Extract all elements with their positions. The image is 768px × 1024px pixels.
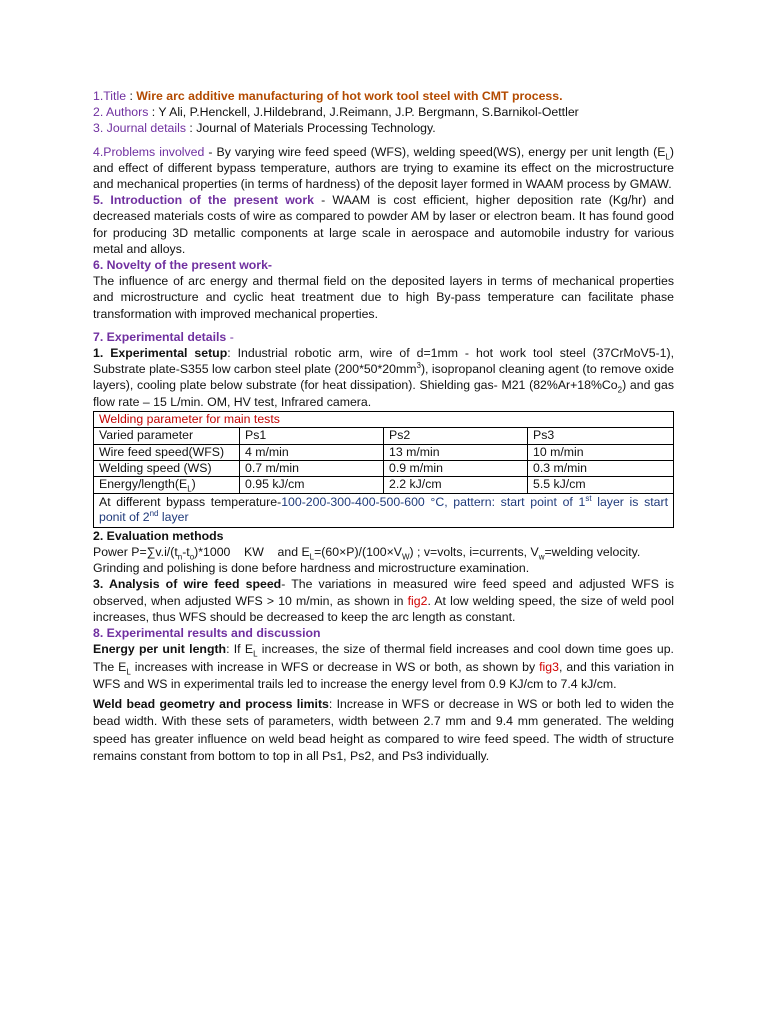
table-note: At different bypass temperature-100-200-300-400-500-600 °C, pattern: start point of 1st layer is start ponit of 2nd layer [94,493,674,527]
table-header-row [94,428,674,444]
novelty-paragraph: The influence of arc energy and thermal field on the deposited layers in terms of mechanical properties and microstructure and cyclic heat treatment due to high By-pass temperature can facilitate phase transformation with improved mechanical properties. [93,274,674,321]
table-cell: 10 m/min [528,444,674,460]
problems-label: 4.Problems involved [93,144,205,159]
introduction-paragraph: 5. Introduction of the present work - WAAM is cost efficient, higher deposition rate (Kg/hr) and decreased materials costs of wire as compared to powder AM by laser or electron beam. It has found good for producing 3D metallic components at large scale in aerospace and automobile industry for various metal and alloys. [93,193,674,256]
summary-content [93,88,674,766]
table-cell: 0.3 m/min [528,461,674,477]
table-header-cell: Varied parameter [94,428,240,444]
welding-parameter-table [93,411,674,528]
table-cell: 5.5 kJ/cm [528,477,674,493]
evaluation-heading: 2. Evaluation methods [93,528,224,543]
authors-text: Y Ali, P.Henckell, J.Hildebrand, J.Reimann, J.P. Bergmann, S.Barnikol-Oettler [158,105,579,120]
table-cell: 0.7 m/min [240,461,384,477]
introduction-label: 5. Introduction of the present work [93,193,314,208]
authors-label: 2. Authors [93,105,149,120]
table-cell: Energy/$length(E_L)$ [94,477,240,493]
table-cell: Wire feed speed(WFS) [94,444,240,460]
table-cell: 4 m/min [240,444,384,460]
results-heading: 8. Experimental results and discussion [93,625,321,640]
problems-paragraph: 4.Problems involved - By varying wire feed speed (WFS), welding speed(WS), energy per unit length $(E_L)$ and effect of different bypass temperature, authors are trying to examine its effect on the microstructure and mechanical properties (in terms of hardness) of the deposit layer formed in WAAM process by GMAW. [93,144,674,192]
novelty-heading: 6. Novelty of the present work- [93,258,273,273]
experimental-setup-paragraph: 1. Experimental setup: Industrial robotic arm, wire of d=1mm - hot work tool steel (37CrMoV5-1), Substrate plate-S355 low carbon steel plate $(200*50*20mm^3)$, isopropanol cleaning agent (to remove oxide layers), cooling plate below substrate (for heat dissipation). Shielding gas- M21 $(82\%Ar+18\%Co_2)$ and gas flow rate – 15 L/min. OM, HV test, Infrared camera. [93,346,675,409]
table-caption: Welding parameter for main tests [94,411,674,427]
journal-text: Journal of Materials Processing Technology. [196,121,436,136]
table-note-row [94,493,674,527]
paper-title: Wire arc additive manufacturing of hot work tool steel with CMT process. [136,89,563,103]
table-cell: 2.2 kJ/cm [384,477,528,493]
table-cell: 0.95 kJ/cm [240,477,384,493]
table-row [94,461,674,477]
experimental-setup-label: 1. Experimental setup [93,346,228,361]
experimental-heading: 7. Experimental details - [93,329,234,344]
journal-label: 3. Journal details [93,121,186,136]
table-header-cell: Ps3 [528,428,674,444]
table-cell: 13 m/min [384,444,528,460]
table-header-cell: Ps2 [384,428,528,444]
table-cell: Welding speed (WS) [94,461,240,477]
table-row [94,477,674,493]
bead-geometry-paragraph: Weld bead geometry and process limits: Increase in WFS or decrease in WS or both led to widen the bead width. With these sets of parameters, width between 2.7 mm and 9.4 mm generated. The welding speed has greater influence on weld bead height as compared to wire feed speed. The width of structure remains constant from bottom to top in all Ps1, Ps2, and Ps3 individually. [93,696,674,764]
table-header-cell: Ps1 [240,428,384,444]
journal-line: 3. Journal details : Journal of Materials Processing Technology. [93,121,436,136]
evaluation-formula: Power $P=\sum v.i/(t_n-t_o)*1000$ KW and $E_L=(60\times P)/(100\times V_W)$ ; v=volts, i=currents, $V_w=welding$ velocity. [93,544,641,562]
fig3-reference: fig3 [539,659,559,674]
table-caption-row [94,411,674,427]
title-label: 1.Title [93,89,127,103]
wfs-analysis-label: 3. Analysis of wire feed speed [93,577,282,592]
authors-line: 2. Authors : Y Ali, P.Henckell, J.Hildebrand, J.Reimann, J.P. Bergmann, S.Barnikol-Oettler [93,105,579,120]
table-row [94,444,674,460]
fig2-reference: fig2 [407,593,428,608]
energy-label: Energy per unit length [93,642,227,657]
table-cell: 0.9 m/min [384,461,528,477]
title-line: 1.Title : Wire arc additive manufacturing of hot work tool steel with CMT process. [93,89,563,103]
bead-geometry-label: Weld bead geometry and process limits [93,696,329,711]
wfs-analysis-paragraph: 3. Analysis of wire feed speed- The variations in measured wire feed speed and adjusted WFS is observed, when adjusted WFS > 10 m/min, as shown in fig2. At low welding speed, the size of weld pool increases, thus WFS should be decreased to keep the arc length as constant. [93,577,675,624]
energy-paragraph: Energy per unit length: If $E_L$ increases, the size of thermal field increases and cool down time goes up. The $E_L$ increases with increase in WFS or decrease in WS or both, as shown by fig3, and this variation in WFS and WS in experimental trails led to increase the energy level from 0.9 KJ/cm to 7.4 kJ/cm. [93,642,674,692]
evaluation-note: Grinding and polishing is done before hardness and microstructure examination. [93,561,530,576]
